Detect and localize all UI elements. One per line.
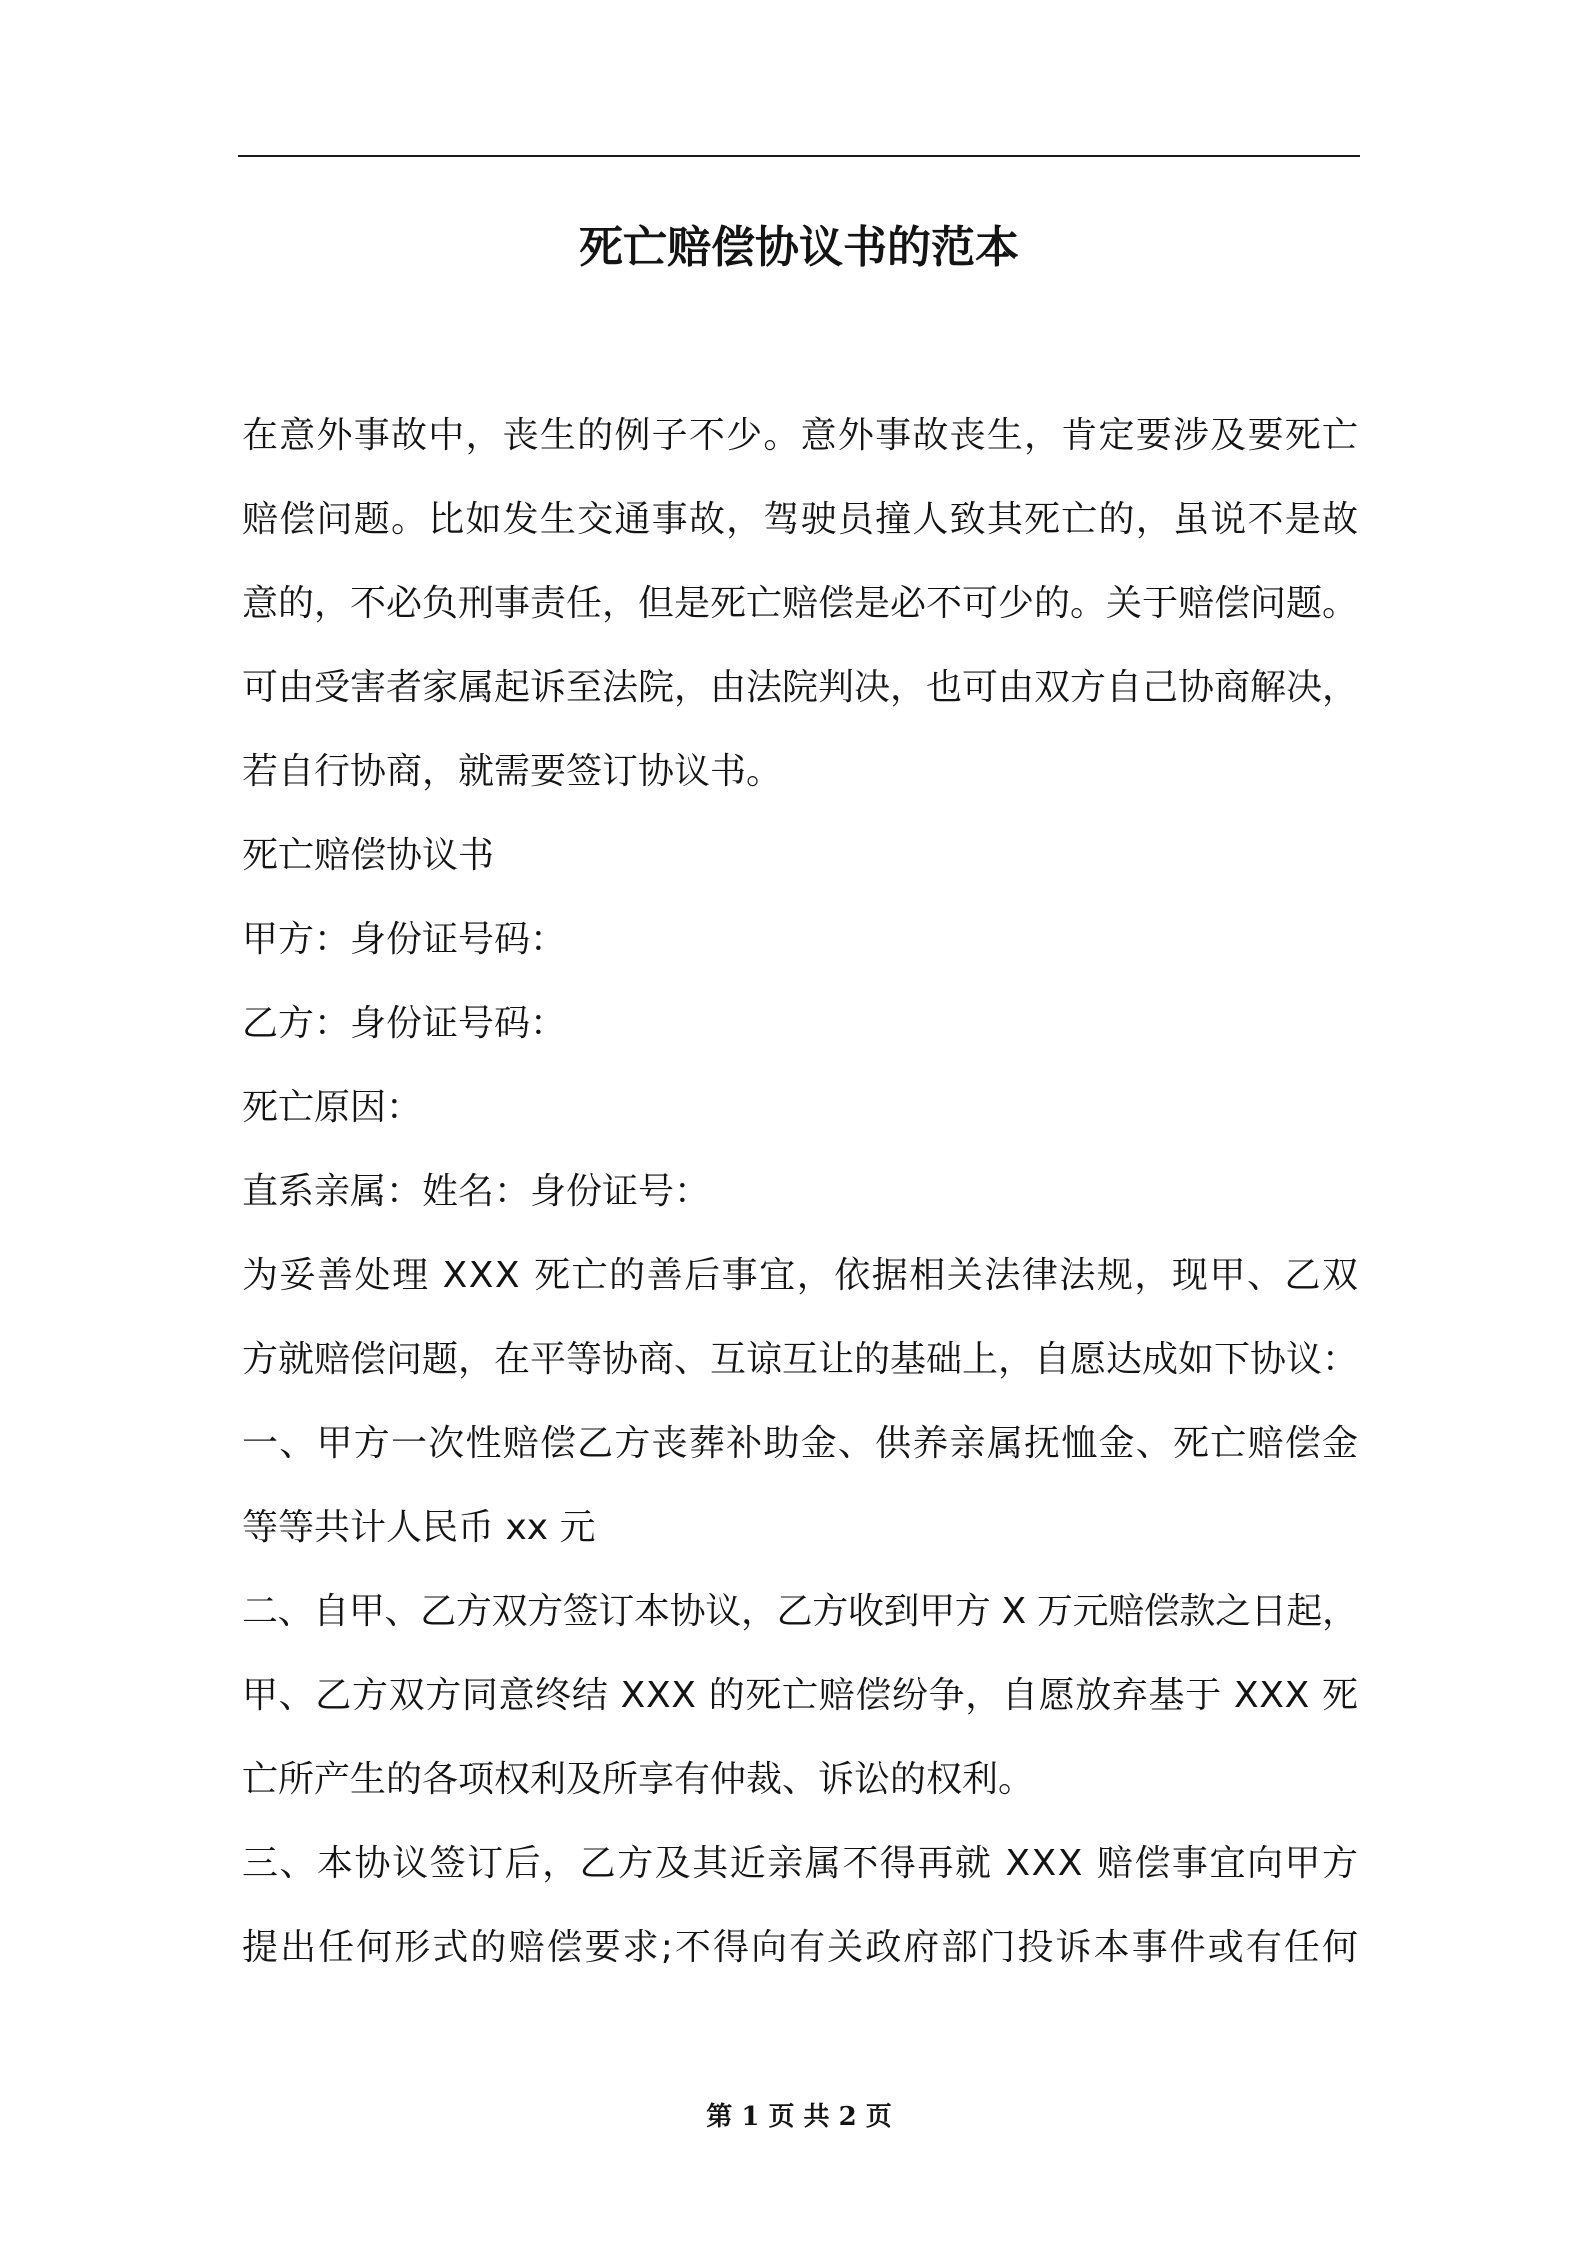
- party-b-field: [242, 982, 1358, 1066]
- body-line-text: 亡所产生的各项权利及所享有仲裁、诉讼的权利。: [242, 1759, 1035, 1800]
- body-line: [242, 646, 1358, 730]
- body-line-text: 意的，不必负刑事责任，但是死亡赔偿是必不可少的。关于赔偿问题。: [242, 583, 1358, 624]
- body-line-text: 一、甲方一次性赔偿乙方丧葬补助金、供养亲属抚恤金、死亡赔偿金: [242, 1423, 1360, 1464]
- body-line: [242, 478, 1358, 562]
- header-rule: [238, 155, 1360, 157]
- body-line-text: 直系亲属：姓名：身份证号：: [242, 1171, 711, 1212]
- body-line-text: 为妥善处理 XXX 死亡的善后事宜，依据相关法律法规，现甲、乙双: [242, 1255, 1360, 1296]
- clause-line: [242, 1570, 1358, 1654]
- body-line: [242, 562, 1358, 646]
- body-line-text: 在意外事故中，丧生的例子不少。意外事故丧生，肯定要涉及要死亡: [242, 415, 1360, 456]
- relatives-field: [242, 1150, 1358, 1234]
- document-title: 死亡赔偿协议书的范本: [579, 222, 1019, 273]
- agreement-heading: [242, 814, 1358, 898]
- body-line: [242, 1234, 1358, 1318]
- body-line-text: 甲方：身份证号码：: [242, 919, 567, 960]
- clause-line: [242, 1654, 1358, 1738]
- body-line: [242, 394, 1358, 478]
- body-line-text: 等等共计人民币 xx 元: [242, 1507, 596, 1548]
- body-line-text: 乙方：身份证号码：: [242, 1003, 567, 1044]
- body-line-text: 二、自甲、乙方双方签订本协议，乙方收到甲方 X 万元赔偿款之日起，: [242, 1591, 1358, 1632]
- body-line-text: 甲、乙方双方同意终结 XXX 的死亡赔偿纷争，自愿放弃基于 XXX 死: [242, 1675, 1359, 1716]
- clause-line: [242, 1822, 1358, 1906]
- cause-of-death-field: [242, 1066, 1358, 1150]
- body-line: [242, 1318, 1358, 1402]
- body-line-text: 提出任何形式的赔偿要求;不得向有关政府部门投诉本事件或有任何: [242, 1927, 1361, 1968]
- party-a-field: [242, 898, 1358, 982]
- body-line: [242, 730, 1358, 814]
- page-footer: 第 1 页 共 2 页: [706, 2102, 892, 2132]
- body-line-text: 死亡原因：: [242, 1087, 423, 1128]
- body-line-text: 三、本协议签订后，乙方及其近亲属不得再就 XXX 赔偿事宜向甲方: [242, 1843, 1360, 1884]
- clause-line: [242, 1402, 1358, 1486]
- body-line-text: 若自行协商，就需要签订协议书。: [242, 751, 783, 792]
- clause-line: [242, 1906, 1361, 1990]
- body-line-text: 赔偿问题。比如发生交通事故，驾驶员撞人致其死亡的，虽说不是故: [242, 499, 1360, 540]
- body-line-text: 方就赔偿问题，在平等协商、互谅互让的基础上，自愿达成如下协议：: [242, 1339, 1358, 1380]
- body-line-text: 可由受害者家属起诉至法院，由法院判决，也可由双方自己协商解决，: [242, 667, 1358, 708]
- clause-line: [242, 1486, 1358, 1570]
- clause-line: [242, 1738, 1358, 1822]
- body-line-text: 死亡赔偿协议书: [242, 835, 495, 876]
- document-body: [242, 394, 1361, 1990]
